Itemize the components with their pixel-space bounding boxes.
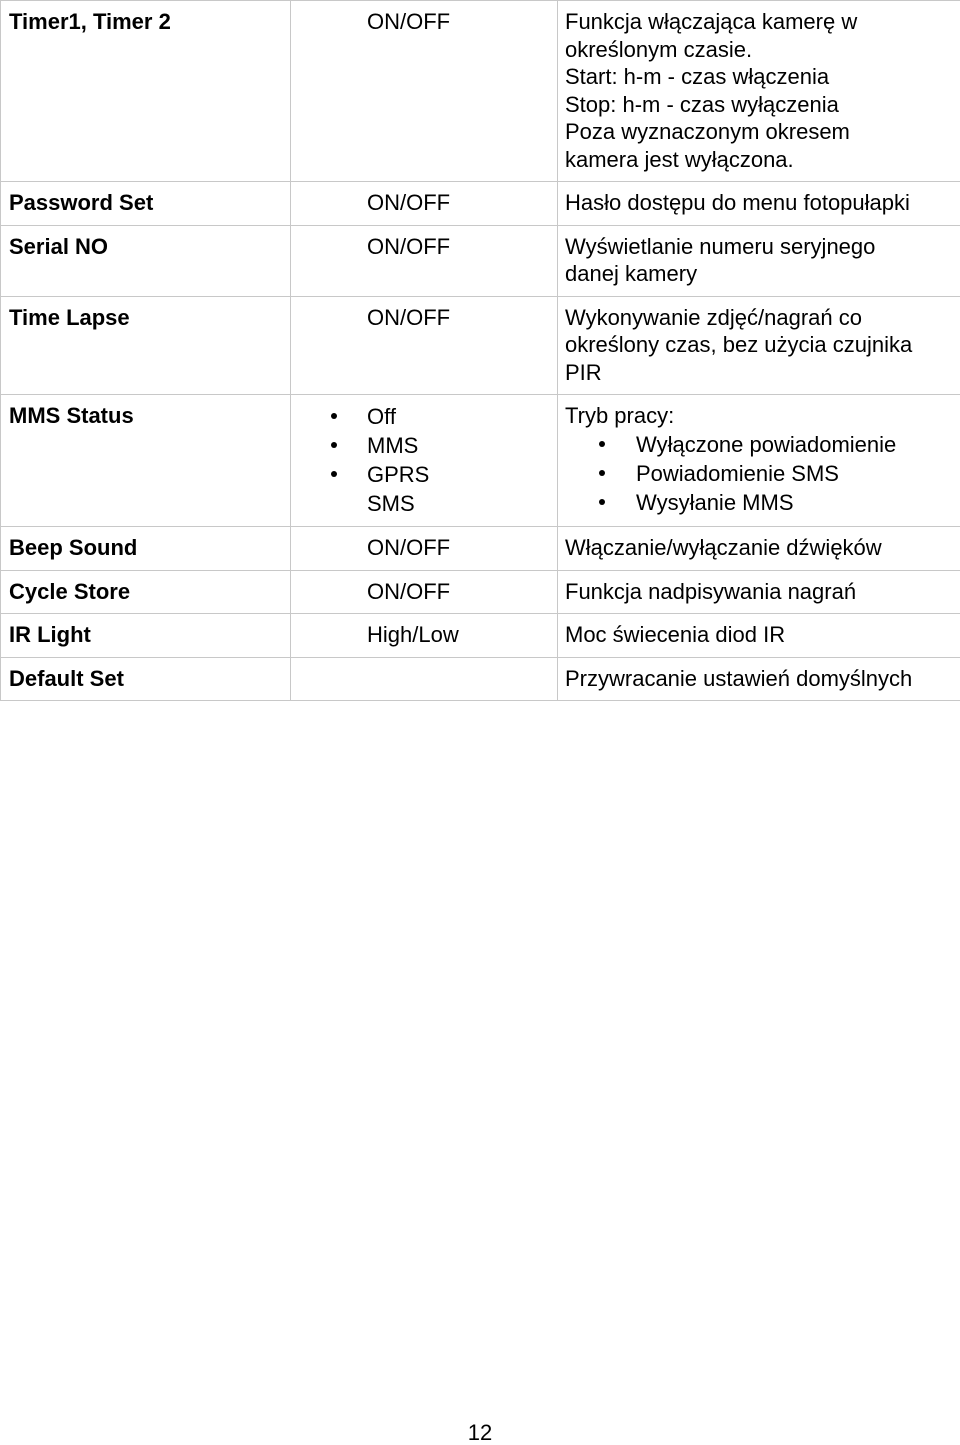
- description-line: Włączanie/wyłączanie dźwięków: [565, 534, 956, 562]
- bullet-icon: [331, 442, 337, 448]
- setting-value-options: [291, 395, 558, 527]
- setting-value: [291, 657, 558, 701]
- option-label: MMS: [367, 433, 418, 458]
- bullet-icon: [599, 470, 605, 476]
- description-line: Funkcja włączająca kamerę w: [565, 8, 956, 36]
- table-row: [1, 225, 960, 296]
- description-line: określonym czasie.: [565, 36, 956, 64]
- description-line: Poza wyznaczonym okresem: [565, 118, 956, 146]
- description-line: kamera jest wyłączona.: [565, 146, 956, 174]
- list-item: [367, 431, 551, 460]
- description-line: Przywracanie ustawień domyślnych: [565, 665, 956, 693]
- description-intro: Tryb pracy:: [565, 402, 956, 430]
- table-row: [1, 570, 960, 614]
- mode-label: Wyłączone powiadomienie: [636, 432, 896, 457]
- setting-name: Serial NO: [1, 225, 291, 296]
- option-label: GPRS: [367, 462, 429, 487]
- settings-table: [0, 0, 960, 701]
- table-row: [1, 614, 960, 658]
- bullet-icon: [599, 441, 605, 447]
- setting-value: ON/OFF: [291, 225, 558, 296]
- list-item: [636, 488, 956, 517]
- setting-value: High/Low: [291, 614, 558, 658]
- mode-label: Powiadomienie SMS: [636, 461, 839, 486]
- mode-list: [565, 430, 956, 517]
- description-line: Wyświetlanie numeru seryjnego: [565, 233, 956, 261]
- setting-name: Password Set: [1, 182, 291, 226]
- list-item: [636, 430, 956, 459]
- table-row: [1, 657, 960, 701]
- setting-name: Time Lapse: [1, 296, 291, 395]
- list-item: [367, 402, 551, 431]
- setting-description: [558, 225, 960, 296]
- setting-name: IR Light: [1, 614, 291, 658]
- setting-name: MMS Status: [1, 395, 291, 527]
- description-line: Start: h-m - czas włączenia: [565, 63, 956, 91]
- list-item: [636, 459, 956, 488]
- option-label: SMS: [367, 491, 415, 516]
- bullet-icon: [599, 499, 605, 505]
- setting-description: [558, 657, 960, 701]
- setting-description: [558, 395, 960, 527]
- option-label: Off: [367, 404, 396, 429]
- table-row: [1, 296, 960, 395]
- table-row: [1, 395, 960, 527]
- setting-value: ON/OFF: [291, 1, 558, 182]
- description-line: danej kamery: [565, 260, 956, 288]
- description-line: Moc świecenia diod IR: [565, 621, 956, 649]
- setting-description: [558, 570, 960, 614]
- bullet-icon: [331, 413, 337, 419]
- setting-name: Beep Sound: [1, 527, 291, 571]
- setting-name: Default Set: [1, 657, 291, 701]
- list-item: [367, 489, 551, 518]
- setting-value: ON/OFF: [291, 296, 558, 395]
- setting-value: ON/OFF: [291, 527, 558, 571]
- table-row: [1, 1, 960, 182]
- setting-value: ON/OFF: [291, 570, 558, 614]
- setting-value: ON/OFF: [291, 182, 558, 226]
- value-options-list: [367, 402, 551, 518]
- setting-description: [558, 614, 960, 658]
- setting-description: [558, 527, 960, 571]
- setting-description: [558, 182, 960, 226]
- description-line: PIR: [565, 359, 956, 387]
- description-line: Hasło dostępu do menu fotopułapki: [565, 189, 956, 217]
- description-line: Stop: h-m - czas wyłączenia: [565, 91, 956, 119]
- description-line: określony czas, bez użycia czujnika: [565, 331, 956, 359]
- list-item: [367, 460, 551, 489]
- table-row: [1, 182, 960, 226]
- description-line: Wykonywanie zdjęć/nagrań co: [565, 304, 956, 332]
- description-line: Funkcja nadpisywania nagrań: [565, 578, 956, 606]
- setting-name: Timer1, Timer 2: [1, 1, 291, 182]
- setting-description: [558, 296, 960, 395]
- setting-name: Cycle Store: [1, 570, 291, 614]
- setting-description: [558, 1, 960, 182]
- mode-label: Wysyłanie MMS: [636, 490, 794, 515]
- table-row: [1, 527, 960, 571]
- page-number: 12: [0, 1421, 960, 1445]
- bullet-icon: [331, 471, 337, 477]
